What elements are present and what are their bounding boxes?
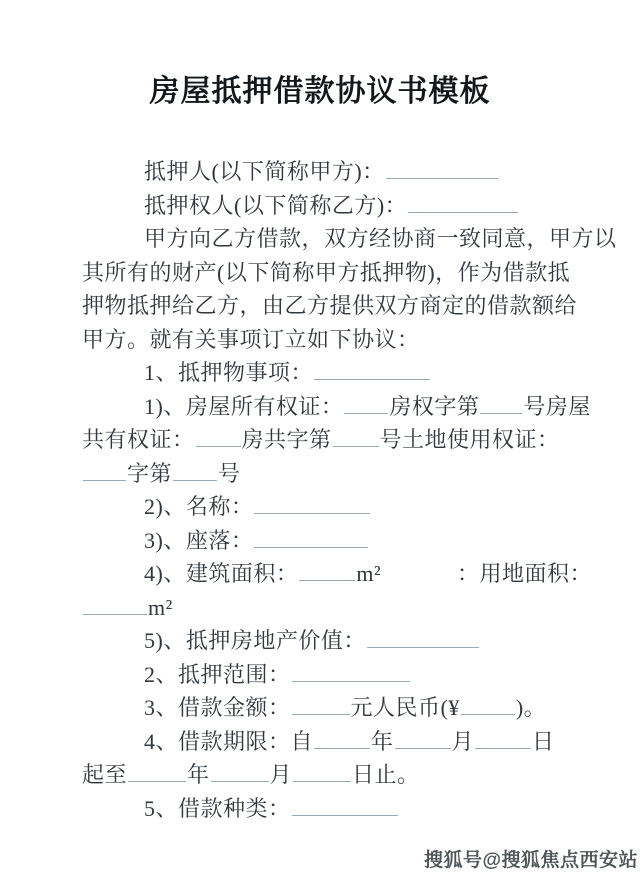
doc-line (82, 457, 568, 491)
text-run: ：用地面积： (457, 561, 593, 586)
doc-line (82, 725, 568, 759)
text-run: 日 (532, 728, 555, 754)
text-run: 年 (187, 762, 210, 787)
blank-field (196, 443, 241, 447)
blank-field (254, 544, 368, 548)
text-run: 2、抵押范围： (144, 661, 291, 687)
doc-line (82, 557, 593, 591)
document-lines (82, 155, 617, 825)
blank-field (386, 175, 498, 179)
doc-line (82, 256, 571, 290)
blank-field (254, 510, 370, 514)
doc-line (82, 658, 568, 692)
text-run: )。 (515, 695, 547, 720)
text-run: 元人民币(¥ (350, 695, 460, 720)
blank-field (395, 745, 451, 749)
text-run: 月 (269, 762, 293, 787)
blank-field (83, 611, 147, 615)
doc-line (82, 591, 568, 625)
text-run: 5)、抵押房地产价值： (144, 628, 366, 653)
doc-line (82, 356, 568, 390)
blank-field (292, 711, 350, 715)
blank-field (367, 644, 479, 648)
text-run: 甲方向乙方借款，双方经协商一致同意，甲方以 (144, 226, 617, 251)
doc-line (82, 155, 568, 189)
text-run: 年 (371, 728, 394, 754)
doc-line (82, 524, 568, 558)
blank-field (211, 778, 269, 782)
text-run: 3)、座落： (144, 527, 254, 553)
doc-line (82, 390, 591, 424)
text-run: 5、借款种类： (144, 795, 291, 821)
text-run: 起至 (82, 762, 128, 787)
text-run: 房权字第 (389, 393, 480, 419)
text-run: 共有权证： (82, 427, 195, 452)
text-run: 3、借款金额： (144, 695, 291, 720)
doc-line (82, 792, 568, 826)
document-title: 房屋抵押借款协议书模板 (149, 75, 491, 108)
doc-line (82, 624, 568, 658)
blank-field (128, 778, 186, 782)
blank-field (314, 745, 370, 749)
text-run: 号 (218, 460, 241, 486)
text-run: 号土地使用权证： (379, 427, 560, 452)
doc-line (82, 222, 617, 256)
text-run: 抵押人(以下简称甲方)： (144, 159, 385, 184)
text-run: 甲方。就有关事项订立如下协议： (82, 326, 420, 352)
blank-field (480, 410, 522, 414)
blank-field (344, 410, 388, 414)
blank-field (293, 778, 351, 782)
blank-field (299, 577, 355, 581)
doc-line (82, 758, 568, 792)
blank-field (292, 812, 398, 816)
watermark: 搜狐号@搜狐焦点西安站 (423, 850, 638, 871)
text-run: 号房屋 (523, 393, 591, 419)
text-run: 1、抵押物事项： (144, 360, 314, 385)
blank-field (333, 443, 379, 447)
blank-field (83, 477, 126, 481)
text-run: 4、借款期限：自 (144, 728, 314, 754)
text-run: 月 (451, 728, 475, 754)
doc-line (82, 289, 578, 323)
doc-line (82, 691, 568, 725)
text-run: 押物抵押给乙方，由乙方提供双方商定的借款额给 (82, 293, 578, 318)
blank-field (461, 711, 515, 715)
doc-line (82, 490, 568, 524)
text-run: 1)、房屋所有权证： (144, 393, 344, 419)
blank-field (173, 477, 217, 481)
text-run: m² (356, 561, 382, 586)
doc-line (82, 189, 568, 223)
spacer (381, 580, 457, 581)
blank-field (475, 745, 531, 749)
doc-line (82, 323, 568, 357)
text-run: 其所有的财产(以下简称甲方抵押物)，作为借款抵 (82, 259, 571, 285)
blank-field (314, 376, 430, 380)
text-run: 4)、建筑面积： (144, 561, 299, 586)
text-run: 房共字第 (241, 427, 332, 452)
blank-field (292, 678, 410, 682)
doc-line (82, 423, 568, 457)
text-run: 2)、名称： (144, 494, 254, 519)
text-run: 日止。 (352, 762, 420, 787)
blank-field (408, 209, 518, 213)
text-run: m² (148, 594, 173, 620)
text-run: 抵押权人(以下简称乙方)： (144, 192, 408, 218)
text-run: 字第 (127, 460, 173, 486)
